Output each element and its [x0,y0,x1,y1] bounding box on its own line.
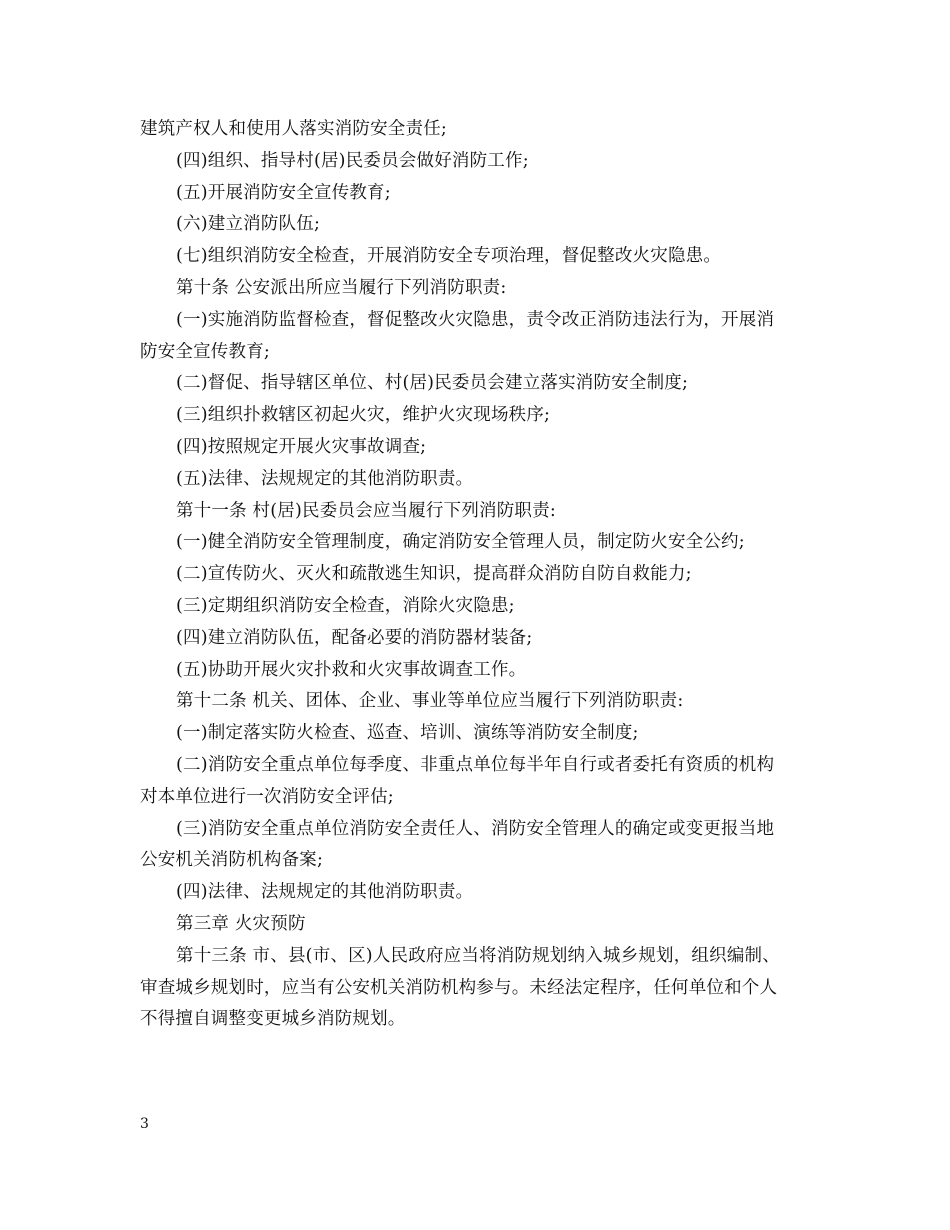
text-line: (五)协助开展火灾扑救和火灾事故调查工作。 [176,659,527,680]
text-line: (一)健全消防安全管理制度，确定消防安全管理人员，制定防火安全公约; [176,532,745,553]
text-line: 审查城乡规划时，应当有公安机关消防机构参与。未经法定程序，任何单位和个人 [140,977,778,998]
text-line: 第十三条 市、县(市、区)人民政府应当将消防规划纳入城乡规划，组织编制、 [176,945,780,966]
text-line: 第十一条 村(居)民委员会应当履行下列消防职责: [176,500,556,521]
text-line: (三)消防安全重点单位消防安全责任人、消防安全管理人的确定或变更报当地 [176,818,775,839]
text-line: 公安机关消防机构备案; [140,850,324,871]
text-line: 第十二条 机关、团体、企业、事业等单位应当履行下列消防职责: [176,691,684,712]
text-line: (四)法律、法规规定的其他消防职责。 [176,882,474,903]
text-line: 对本单位进行一次消防安全评估; [140,786,394,807]
text-line: (六)建立消防队伍; [176,214,321,235]
text-line: (五)法律、法规规定的其他消防职责。 [176,468,474,489]
text-line: 建筑产权人和使用人落实消防安全责任; [140,119,447,139]
page-number: 3 [140,1116,149,1132]
text-line: (五)开展消防安全宣传教育; [176,182,391,203]
text-line: (四)组织、指导村(居)民委员会做好消防工作; [176,150,529,171]
document-body [140,114,820,1036]
text-line: (二)督促、指导辖区单位、村(居)民委员会建立落实消防安全制度; [176,373,689,394]
text-line: (二)消防安全重点单位每季度、非重点单位每半年自行或者委托有资质的机构 [176,754,775,775]
text-line: (四)建立消防队伍，配备必要的消防器材装备; [176,627,533,648]
text-line: 防安全宣传教育; [140,341,270,362]
text-line: (四)按照规定开展火灾事故调查; [176,436,427,457]
text-line: (三)定期组织消防安全检查，消除火灾隐患; [176,595,515,616]
text-line: 第十条 公安派出所应当履行下列消防职责: [176,277,507,298]
text-line: 第三章 火灾预防 [176,913,306,934]
text-line: (一)实施消防监督检查，督促整改火灾隐患，责令改正消防违法行为，开展消 [176,309,775,330]
text-line: (三)组织扑救辖区初起火灾，维护火灾现场秩序; [176,405,551,426]
text-line: 不得擅自调整变更城乡消防规划。 [140,1009,406,1030]
text-line: (一)制定落实防火检查、巡查、培训、演练等消防安全制度; [176,723,639,744]
text-line: (七)组织消防安全检查，开展消防安全专项治理，督促整改火灾隐患。 [176,246,722,267]
text-line: (二)宣传防火、灭火和疏散逃生知识，提高群众消防自防自救能力; [176,564,692,585]
